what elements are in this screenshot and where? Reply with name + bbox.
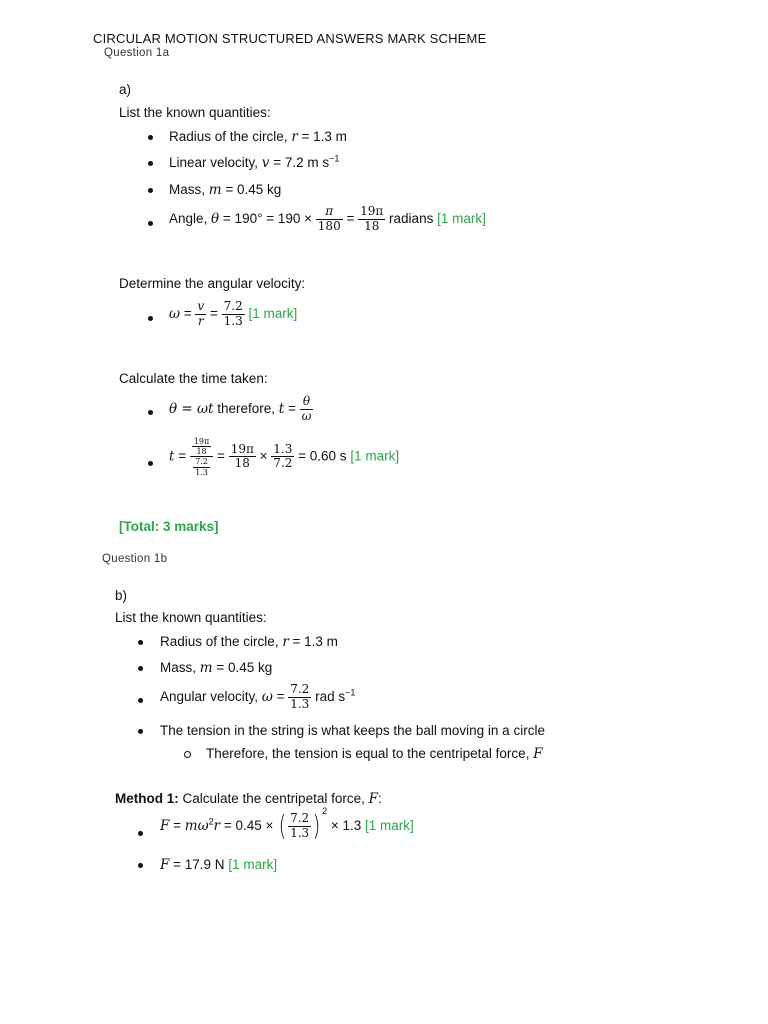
compound-fraction: $\frac{\frac{19\pi}{18}}{\frac{7.2}{1.3}}$ — [190, 437, 213, 477]
force-result: F = 17.9 N [1 mark] — [160, 857, 278, 873]
document-title: CIRCULAR MOTION STRUCTURED ANSWERS MARK SCHEME — [93, 31, 487, 46]
bullet — [148, 410, 153, 415]
fraction: $\frac{7.2}{1.3}$ — [290, 682, 310, 711]
fraction: $\frac{19\pi}{18}$ — [230, 441, 254, 471]
angular-velocity-intro: Determine the angular velocity: — [119, 276, 306, 291]
angle-item: Angle, θ = 190° = 190 × $\frac{\pi}{180}$ = $\frac{19\pi}{18}$ radians [1 mark] — [169, 204, 486, 233]
theta-equation: θ = ωt therefore, t = $\frac{\theta}{\omega}$ — [169, 394, 312, 423]
fraction: $\frac{v}{r}$ — [197, 299, 205, 328]
mass-item-b: Mass, m = 0.45 kg — [160, 660, 273, 676]
sub-bullet — [184, 751, 191, 758]
bullet — [148, 221, 153, 226]
method-1-heading: Method 1: Calculate the centripetal force, F: — [115, 791, 382, 807]
radius-item: Radius of the circle, r = 1.3 m — [169, 129, 347, 145]
bullet — [138, 863, 143, 868]
fraction: $\frac{1.3}{7.2}$ — [273, 441, 293, 471]
bullet — [138, 729, 143, 734]
fraction: $\frac{7.2}{1.3}$ — [223, 299, 243, 328]
bullet — [148, 316, 153, 321]
fraction: $\frac{7.2}{1.3}$ — [290, 811, 310, 840]
bullet — [138, 698, 143, 703]
radius-item-b: Radius of the circle, r = 1.3 m — [160, 634, 338, 650]
question-1b-label: Question 1b — [102, 553, 168, 565]
bullet — [138, 831, 143, 836]
total-marks: [Total: 3 marks] — [119, 519, 219, 534]
tension-sub-item: Therefore, the tension is equal to the centripetal force, F — [206, 746, 543, 762]
bullet — [148, 188, 153, 193]
time-calculation: t = $\frac{\frac{19\pi}{18}}{\frac{7.2}{1.3}}$ = $\frac{19\pi}{18}$ × $\frac{1.3}{7.2}$ = 0.60 s [1 mark] — [169, 437, 400, 477]
omega-equation: ω = $\frac{v}{r}$ = $\frac{7.2}{1.3}$ [1 mark] — [169, 299, 298, 328]
mark-label: [1 mark] — [248, 305, 298, 321]
mark-label: [1 mark] — [228, 857, 278, 872]
force-equation: $F = m\omega^2r = 0.45$ × ( $\frac{7.2}{1.3}$ ) $^2$ × 1.3 [1 mark] — [160, 806, 414, 843]
fraction: $\frac{\theta}{\omega}$ — [301, 394, 312, 423]
fraction: $\frac{\pi}{180}$ — [317, 204, 341, 233]
mark-label: [1 mark] — [350, 448, 400, 464]
angular-velocity-item-b: Angular velocity, ω = $\frac{7.2}{1.3}$ rad $s^{-1}$ — [160, 682, 356, 711]
bullet — [138, 666, 143, 671]
velocity-item: Linear velocity, v = 7.2 m $s^{-1}$ — [169, 153, 340, 171]
bullet — [138, 640, 143, 645]
tension-item: The tension in the string is what keeps the ball moving in a circle — [160, 723, 545, 738]
part-a-heading: a) — [119, 82, 132, 97]
mark-label: [1 mark] — [437, 210, 486, 226]
part-a-known-intro: List the known quantities: — [119, 105, 271, 120]
bullet — [148, 135, 153, 140]
bullet — [148, 461, 153, 466]
part-b-heading: b) — [115, 588, 128, 603]
bullet — [148, 161, 153, 166]
question-1a-label: Question 1a — [104, 47, 170, 59]
mark-label: [1 mark] — [365, 817, 414, 833]
time-taken-intro: Calculate the time taken: — [119, 371, 268, 386]
fraction: $\frac{19\pi}{18}$ — [360, 204, 384, 233]
mass-item: Mass, m = 0.45 kg — [169, 182, 282, 198]
part-b-known-intro: List the known quantities: — [115, 610, 267, 625]
